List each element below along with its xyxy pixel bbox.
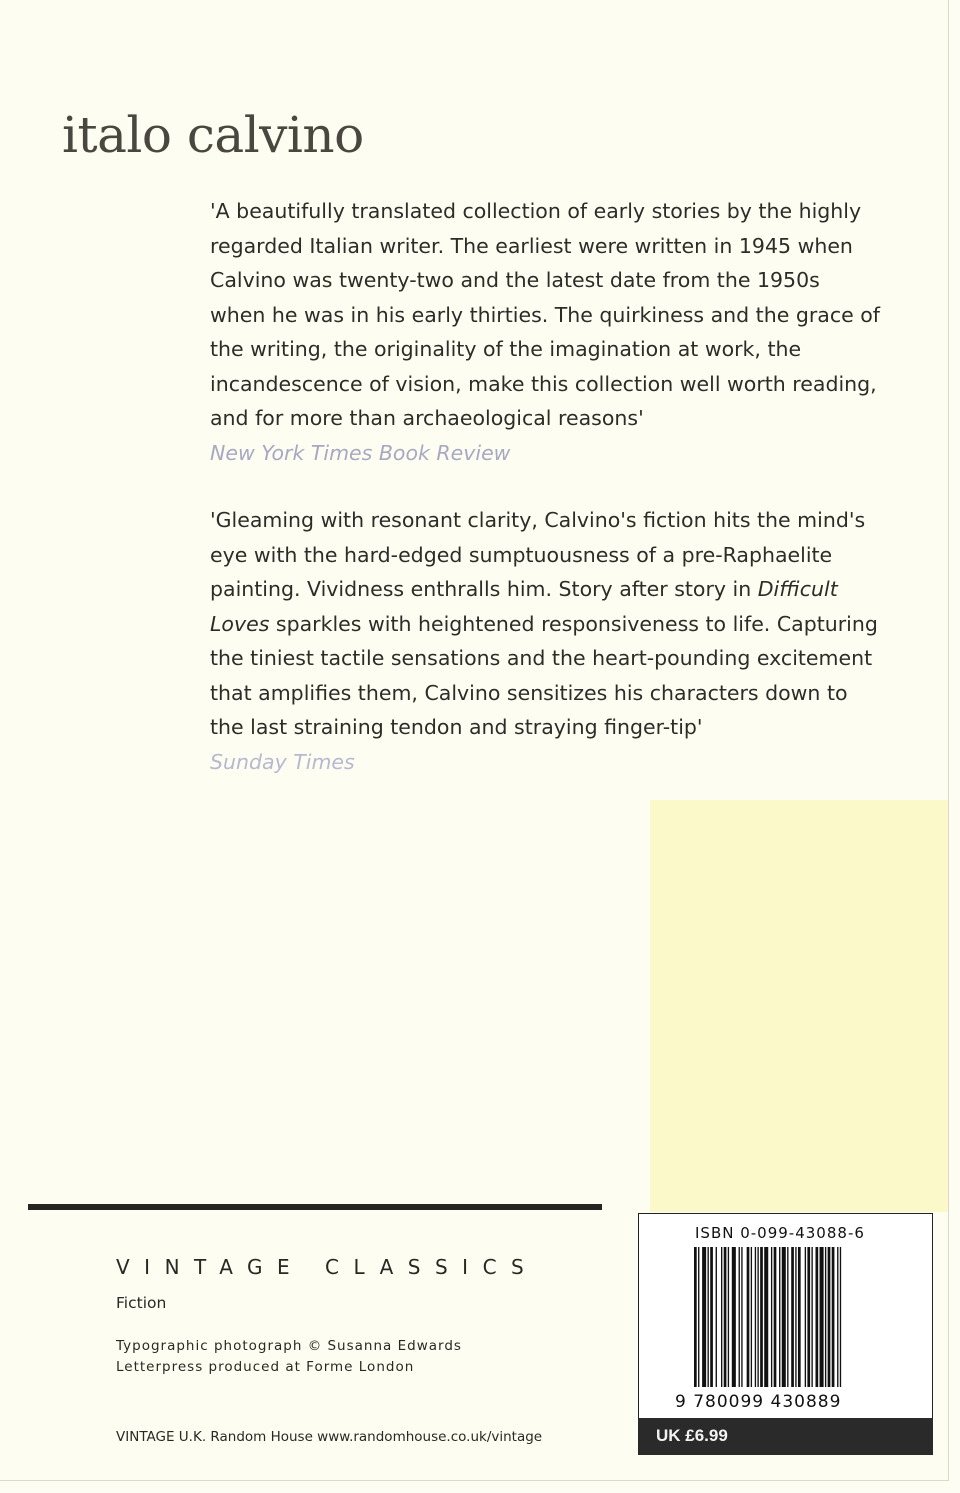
barcode-bar: [757, 1247, 758, 1387]
barcode-bar: [710, 1247, 713, 1387]
barcode-bar: [795, 1247, 796, 1387]
barcode-bar: [825, 1247, 826, 1387]
barcode-bar: [820, 1247, 824, 1387]
barcode-graphic: [694, 1247, 884, 1392]
barcode-bar: [840, 1247, 841, 1387]
barcode-bar: [694, 1247, 697, 1387]
isbn-text: ISBN 0-099-43088-6: [695, 1224, 865, 1242]
review-quote-1-text: 'A beautifully translated collection of early stories by the highly regarded Italian writer. The earliest were written in 1945 when Calvino was twenty-two and the latest date from the 1950s when he was in his early thirties. The quirkiness and the grace of the writing, the originality of the imagination at work, the incandescence of vision, make this collection well worth reading, and for more than archaeological reasons': [210, 199, 881, 430]
barcode-bar: [724, 1247, 727, 1387]
barcode-bar: [747, 1247, 750, 1387]
barcode-bar: [698, 1247, 699, 1387]
price-band: [638, 1418, 933, 1455]
genre-label: Fiction: [116, 1294, 167, 1312]
review-quote-1: [210, 194, 880, 470]
barcode-bar: [782, 1247, 786, 1387]
barcode-bar: [708, 1247, 709, 1387]
review-quote-1-source: New York Times Book Review: [210, 440, 511, 465]
barcode-bar: [755, 1247, 756, 1387]
yellow-photo-patch: [650, 800, 948, 1212]
barcode-bar: [771, 1247, 772, 1387]
barcode-bar: [741, 1247, 742, 1387]
barcode-bar: [791, 1247, 794, 1387]
book-title-italic: Difficult Loves: [210, 577, 838, 636]
review-quote-2-text-part2: sparkles with heightened responsiveness to life. Capturing the tiniest tactile sensations and the heart-pounding excitement that amplifies them, Calvino sensitizes his characters down to the last straining tendon and straying finger-tip': [210, 611, 878, 739]
barcode-bar: [798, 1247, 801, 1387]
barcode-bar: [837, 1247, 838, 1387]
barcode-bar: [751, 1247, 752, 1387]
barcode-bar: [787, 1247, 788, 1387]
review-quote-2: [210, 503, 880, 779]
credit-line-letterpress: Letterpress produced at Forme London: [116, 1359, 415, 1375]
barcode-digits: 9 780099 430889: [675, 1392, 842, 1412]
barcode-bar: [716, 1247, 717, 1387]
review-quote-2-text: [210, 503, 880, 745]
barcode-bar: [811, 1247, 812, 1387]
barcode-panel: [638, 1213, 933, 1420]
credit-line-photo: Typographic photograph © Susanna Edwards: [116, 1338, 462, 1354]
barcode-bar: [721, 1247, 722, 1387]
barcode-bar: [702, 1247, 706, 1387]
barcode-bar: [832, 1247, 835, 1387]
barcode-bar: [828, 1247, 831, 1387]
author-name: italo calvino: [62, 106, 364, 164]
review-quote-2-text-part1: 'Gleaming with resonant clarity, Calvino's fiction hits the mind's eye with the hard-edged sumptuousness of a pre-Raphaelite painting. Vividness enthralls him. Story after story in: [210, 508, 866, 601]
barcode-bar: [760, 1247, 763, 1387]
publisher-line: VINTAGE U.K. Random House www.randomhouse.co.uk/vintage: [116, 1429, 543, 1445]
barcode-bar: [739, 1247, 740, 1387]
barcode-bar: [728, 1247, 729, 1387]
price-label: UK £6.99: [656, 1426, 728, 1445]
barcode-bar: [779, 1247, 780, 1387]
barcode-bar: [774, 1247, 777, 1387]
imprint-name: VINTAGE CLASSICS: [116, 1255, 539, 1279]
review-quote-2-source: Sunday Times: [210, 749, 355, 774]
credits: [116, 1336, 462, 1378]
divider-rule: [28, 1204, 602, 1210]
barcode-bar: [732, 1247, 736, 1387]
barcode-bar: [805, 1247, 806, 1387]
barcode-bar: [764, 1247, 768, 1387]
barcode-bar: [816, 1247, 819, 1387]
barcode-bar: [807, 1247, 810, 1387]
